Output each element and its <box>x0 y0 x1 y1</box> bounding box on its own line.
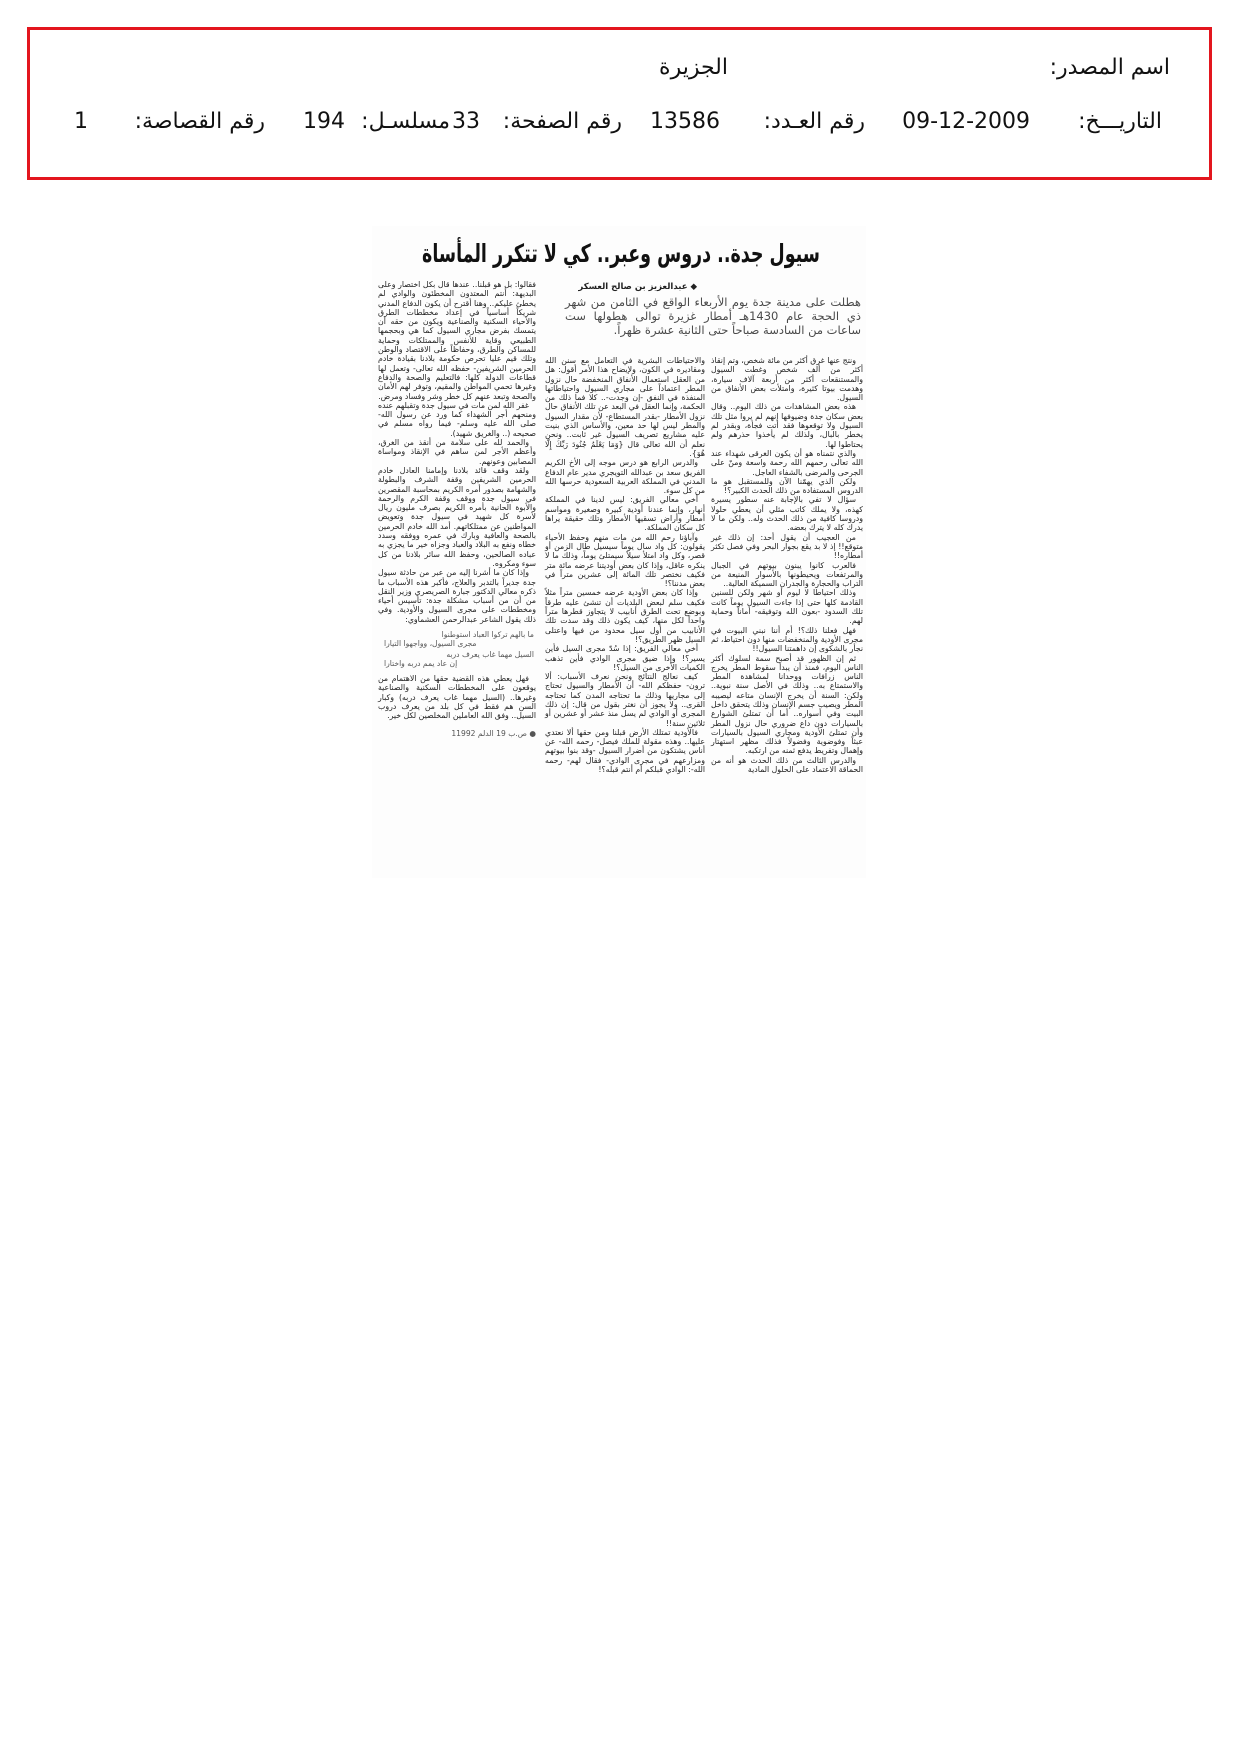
author-byline: ◆ عبدالعزيز بن صالح العسكر <box>578 282 697 292</box>
article-paragraph: من العجيب أن يقول أحد: إن ذلك غير متوقع!! إذ لا بد يقع بجوار البحر وفي فصل تكثر أمطاره!! <box>711 532 863 561</box>
author-po-box: ● ص.ب 19 الدلم 11992 <box>451 728 536 738</box>
column-1-paragraphs <box>711 356 863 774</box>
article-headline-text: سيول جدة.. دروس وعبر.. كي لا تتكرر المأساة <box>422 239 992 268</box>
lead-paragraph: هطلت على مدينة جدة يوم الأربعاء الواقع في الثامن من شهر ذي الحجة عام 1430هـ أمطار غزيرة توالى هطولها ست ساعات من السادسة صباحاً حتى الثانية عشرة ظهراً. <box>565 295 861 337</box>
serial-value: 194 <box>303 109 345 134</box>
article-paragraph: سؤال لا تفي بالإجابة عنه سطور يسيرة كهذه، ولا يملك كاتب مثلي أن يعطي حلولا ودروسا كافية من ذلك الحدث وله.. ولكن ما لا يدرك كله لا يترك بعضه. <box>711 495 863 533</box>
article-paragraph: وإذا كان ما أشرنا إليه من عبر من حادثة سيول جدة جديراً بالتدبر والعلاج، فأكبر هذه الأسباب ما ذكره معالي الدكتور جبارة الصريصري وزير النقل من أن من أسباب مشكلة جدة: تأسيس أحياء ومخططات على مجرى السيول والأودية. وفي ذلك يقول الشاعر عبدالرحمن العشماوي: <box>378 568 536 624</box>
article-paragraph: ولقد وقف قائد بلادنا وإمامنا العادل خادم الحرمين الشريفين وقفة الشرف والبطولة والشهامة بصدور أمره الكريم بمحاسبة المقصرين في سيول جدة ووقف وقفة الكرم والرحمة والأبوة الحانية بأمره الكريم بصرف مليون ريال لأسرة كل شهيد في سيول جدة وتعويض المواطنين عن ممتلكاتهم. أمد الله خادم الحرمين بالصحة والعافية وبارك في عمره ووفقه وسدد خطاه ونفع به البلاد والعباد وجزاه خير ما يجزي به عباده الصالحين، وحفظ الله سائر بلادنا من كل سوء ومكروه. <box>378 465 536 568</box>
poem-verse: ما بالهم تركوا العباد استوطنوا <box>441 629 534 639</box>
article-paragraph: فالعرب كانوا يبنون بيوتهم في الجبال والمرتفعات ويحيطونها بالأسوار المنيعة من التراب والحجارة والجدران السميكة العالية.. <box>711 560 863 589</box>
poem-verse: مجرى السيول، وواجهوا التيارا <box>384 639 477 649</box>
article-column-1 <box>711 356 863 774</box>
article-headline <box>418 234 992 272</box>
article-column-3 <box>378 280 536 738</box>
article-paragraph: فهل يعطي هذه القضية حقها من الاهتمام من يوقعون على المخططات السكنية والصناعية وغيرها.. (السيل مهما غاب يعرف دربه) وكبار السن هم فقط في كل بلد من يعرف دروب السيل.. وفق الله العاملين المخلصين لكل خير. <box>378 674 536 721</box>
source-label: اسم المصدر: <box>1049 55 1170 80</box>
page-value: 33 <box>452 109 480 134</box>
article-paragraph: أخي معالي الفريق: ليس لدينا في المملكة أنهار، وإنما عندنا أودية كبيرة وصغيرة ومواسم أمطار وأراض تسقيها الأمطار وتلك حقيقة يراها كل سكان المملكة. <box>545 495 705 533</box>
article-paragraph: ولكن الذي يهمّنا الآن وللمستقبل هو ما الدروس المستفادة من ذلك الحدث الكبير؟! <box>711 476 863 496</box>
article-paragraph: وذلك احتياطا لا ليوم أو شهر ولكن للسنين القادمة كلها حتى إذا جاءت السيول يوماً كانت تلك السدود -بعون الله وتوفيقه- أماناً وحماية لهم. <box>711 588 863 626</box>
article-paragraph: فالأودية تمتلك الأرض قبلنا ومن حقها ألا نعتدي عليها.. وهذه مقولة للملك فيصل- رحمه الله- عن أناس يشتكون من أضرار السيول -وقد بنوا بيوتهم ومزارعهم في مجرى الوادي- فقال لهم- رحمه الله-: الوادي قبلكم أم أنتم قبله؟! <box>545 727 705 775</box>
article-paragraph: وآباؤنا رحم الله من مات منهم وحفظ الأحياء يقولون: كل واد سال يوماً سيسيل طال الزمن أو قصر، وكل واد امتلأ سيلاً سيمتلئ يوماً، وذلك ما لا ينكره عاقل، وإذا كان بعض أوديتنا عرضه مائة متر فكيف نختصر تلك المائة إلى عشرين متراً في بعض مدننا؟! <box>545 532 705 589</box>
article-paragraph: ونتج عنها غرق أكثر من مائة شخص، وتم إنقاذ أكثر من ألف شخص وغطت السيول والمستنقعات أكثر من أربعة آلاف سيارة، وهدمت بيوتا كثيرة، وامتلأت بعض الأنفاق من السيول. <box>711 356 863 403</box>
issue-value: 13586 <box>650 109 720 134</box>
date-label: التاريـــخ: <box>1078 109 1162 134</box>
article-paragraph: والدرس الرابع هو درس موجه إلى الأخ الكريم الفريق سعد بن عبدالله التويجري مدير عام الدفاع المدني في المملكة العربية السعودية حرسها الله من كل سوء. <box>545 458 705 496</box>
article-paragraph: والاحتياطات البشرية في التعامل مع سنن الله ومقاديره في الكون، ولإيضاح هذا الأمر أقول: هل من العقل استعمال الأنفاق المنخفضة حال نزول المطر اعتماداً على مجاري السيول واحتياطاتها المنفذة في النفق -إن وجدت-.. كلا فما ذلك من الحكمة، وإنما العقل في البعد عن تلك الأنفاق حال نزول الأمطار -بقدر المستطاع- لأن مقدار السيول والمطر ليس لها حد معين، والأساس الذي بنيت عليه مشاريع تصريف السيول غير ثابت.. ونحن نعلم أن الله تعالى قال {وَمَا يَعْلَمُ جُنُودَ رَبِّكَ إِلَّا هُوَ}. <box>545 356 705 458</box>
date-value: 09-12-2009 <box>902 109 1030 134</box>
clip-number-value: 1 <box>74 109 88 134</box>
poem-block <box>378 630 536 668</box>
poem-verse: إن عاد يمم دربه واختارا <box>384 658 458 668</box>
article-paragraph: والذي نتمناه هو أن يكون الغرقى شهداء عند الله تعالى رحمهم الله رحمة واسعة ومنّ على الجرحى والمرضى بالشفاء العاجل. <box>711 448 863 477</box>
column-3-paragraphs <box>378 280 536 624</box>
article-paragraph: أخي معالي الفريق: إذا سُدّ مجرى السيل فأين يسير؟! وإذا ضيق مجرى الوادي فأين تذهب الكميات الأخرى من السيل؟! <box>545 644 705 672</box>
article-paragraph: كيف نعالج النتائج ونحن نعرف الأسباب: ألا ترون- حفظكم الله- أن الأمطار والسيول تحتاج إلى مجاريها وذلك ما تحتاجه المدن كما تحتاجه القرى.. ولا يجوز أن نغتر بقول من قال: إن ذلك المجرى أو الوادي لم يسل منذ عشر أو عشرين أو ثلاثين سنة!! <box>545 672 705 728</box>
poem-verse: السيل مهما غاب يعرف دربه <box>446 649 534 659</box>
article-paragraph: فهل فعلنا ذلك؟! أم أننا نبني البيوت في مجرى الأودية والمنخفضات منها دون احتياط، ثم نجأر بالشكوى إن داهمتنا السيول!! <box>711 625 863 654</box>
clip-number-label: رقم القصاصة: <box>134 109 265 134</box>
page-label: رقم الصفحة: <box>502 109 622 134</box>
article-paragraph: هذه بعض المشاهدات من ذلك اليوم.. وقال بعض سكان جدة وضيوفها إنهم لم يروا مثل تلك السيول ولا توقعوها فقد أتت فجأة، وبقدر لم يخطر بالبال، ولذلك لم يأخذوا حذرهم ولم يحتاطوا لها. <box>711 402 863 449</box>
clipping-info-box <box>27 27 1212 180</box>
column-2-paragraphs <box>545 356 705 774</box>
issue-label: رقم العـدد: <box>763 109 865 134</box>
article-paragraph: وإذا كان بعض الأودية عرضه خمسين متراً مثلاً فكيف سلم لبعض البلديات أن تنشئ عليه طرقاً وبوضع تحت الطرق أنابيب لا يتجاوز قطرها متراً واحداً لكل منها، كيف يكون ذلك وقد سدت تلك الأنابيب من أول سيل محدود من فيها واعتلى السيل ظهر الطريق؟! <box>545 588 705 644</box>
article-paragraph: والدرس الثالث من ذلك الحدث هو أنه من الحماقة الاعتماد على الحلول المادية <box>711 755 863 775</box>
article-paragraph: ثم إن الظهور قد أصبح سمة لسلوك أكثر الناس اليوم، فمنذ أن يبدأ سقوط المطر يخرج الناس زرافات ووحدانا لمشاهدة المطر والاستمتاع به.. وذلك في الأصل سنة نبوية.. ولكن: السنة أن يخرج الإنسان متاعه ليصيبه المطر ويصيب جسم الإنسان وذلك يتحقق داخل البيت وفي أسواره.. أما أن تمتلئ الشوارع بالسيارات دون داع ضروري حال نزول المطر وأن تمتلئ الأودية ومجاري السيول بالسيارات عبثاً وفوضوية وفضولاً فذلك مظهر استهتار وإهمال وتفريط يدفع ثمنه من ارتكبه. <box>711 653 863 756</box>
article-column-2 <box>545 356 705 774</box>
article-paragraph: والحمد لله على سلامة من أنقذ من الغرق، وأعظم الأجر لمن ساهم في الإنقاذ ومواساة المصابين وعونهم. <box>378 438 536 466</box>
source-value: الجزيرة <box>659 55 728 80</box>
serial-label: مسلسـل: <box>361 109 450 134</box>
article-paragraph: فقالوا: بل هو قبلنا.. عندها قال بكل اختصار وعلى البديهة: أنتم المعتدون المخطئون والوادي لم يخطئ عليكم.. وهنا أقترح أن يكون الدفاع المدني شريكاً أساسياً في إعداد مخططات الطرق والأحياء السكنية والصناعية ويكون من حقه أن يتمسك بفرض مجاري السيول كما هي وبحجمها الطبيعي وقاية للأنفس والممتلكات وحماية للمساكن والطرق، وحفاظاً على الاقتصاد والوطن وتلك قيم عليا تحرص حكومة بلادنا بقيادة خادم الحرمين الشريفين- حفظه الله تعالى- وتعمل لها قطاعات الدولة كلها: فالتعليم والصحة والدفاع وغيرها تحمي المواطن والمقيم، وتوفر لهم الأمان والصحة وتبعد عنهم كل خطر وشر وفساد ومرض. <box>378 280 536 401</box>
column-3-closing <box>378 674 536 720</box>
article-paragraph: غفر الله لمن مات في سيول جدة وتقبلهم عنده ومنحهم أجر الشهداء كما ورد عن رسول الله- صلى الله عليه وسلم- فيما رواه مسلم في صحيحه (.. والغريق شهيد). <box>378 400 536 438</box>
